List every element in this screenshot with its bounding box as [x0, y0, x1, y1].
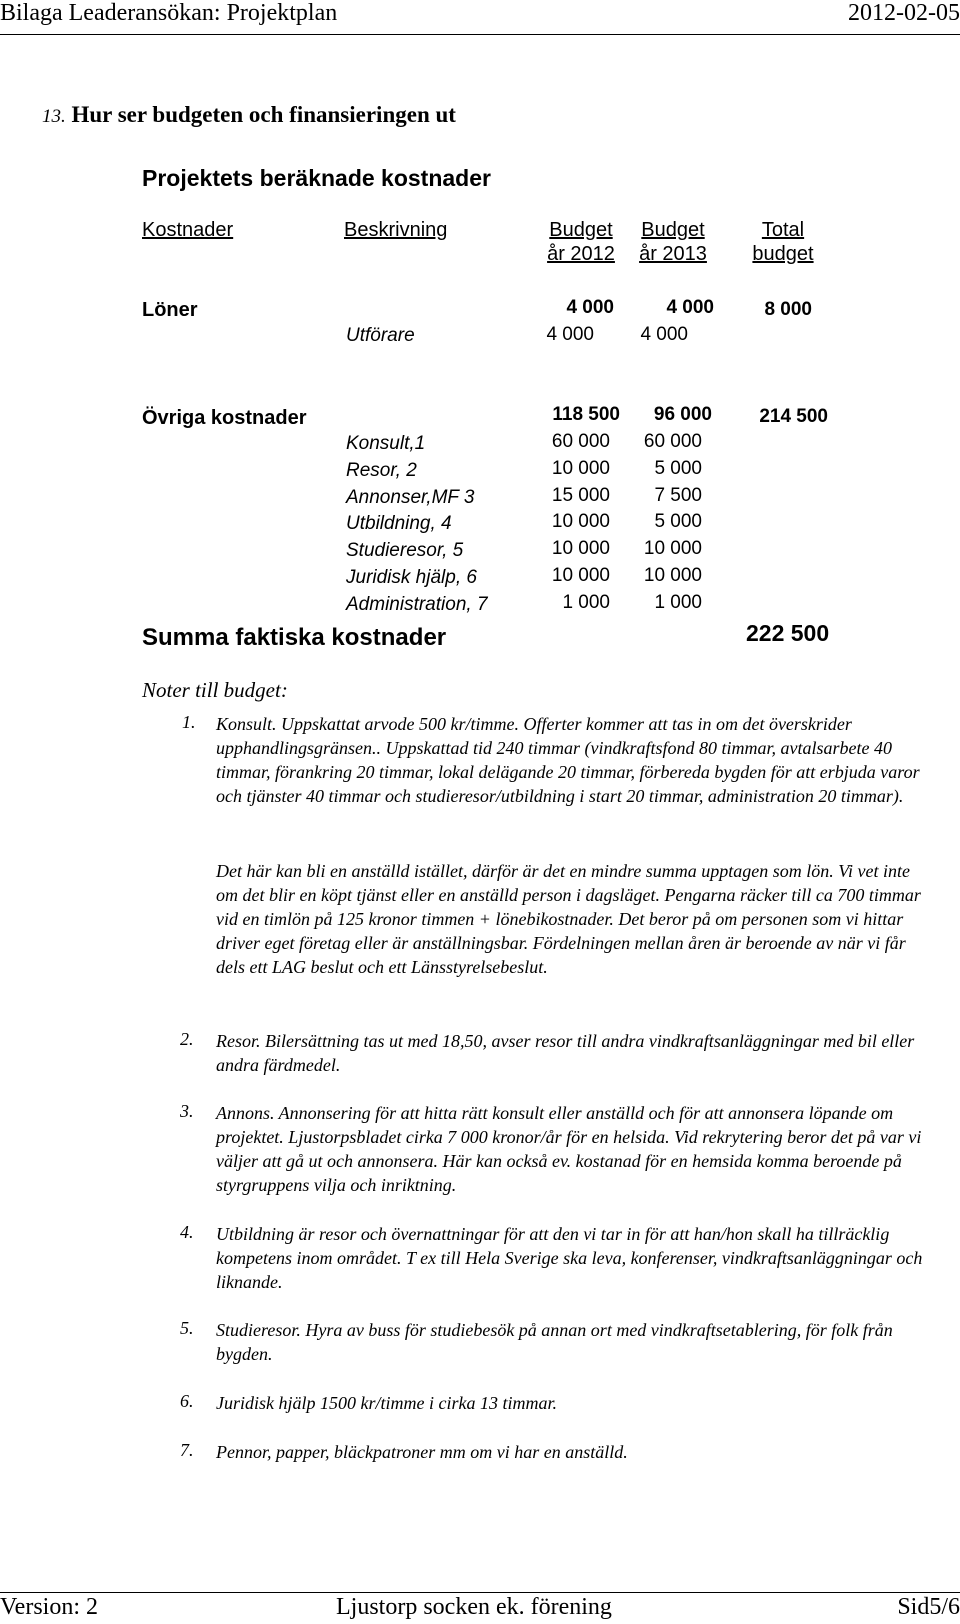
notes-title: Noter till budget: — [142, 678, 288, 702]
line-item-label: Studieresor, 5 — [346, 540, 464, 561]
header-divider — [0, 34, 960, 35]
header-title: Bilaga Leaderansökan: Projektplan — [0, 0, 338, 26]
ovriga-2012: 118 500 — [552, 404, 620, 425]
col-header-beskrivning: Beskrivning — [344, 219, 448, 241]
section-title: Hur ser budgeten och finansieringen ut — [71, 102, 456, 127]
line-item-2012: 10 000 — [551, 458, 610, 479]
note-number: 2. — [180, 1029, 194, 1049]
footer-version: Version: 2 — [0, 1594, 98, 1620]
line-item-label: Konsult,1 — [346, 433, 426, 454]
line-item-2013: 5 000 — [654, 458, 702, 479]
note-text: Utbildning är resor och övernattningar för att den vi tar in för att han/hon skall ha tillräcklig kompetens inom området. T ex till Hela Sverige ska leva, konferenser, vindkraftsanläggningar och liknande. — [216, 1224, 923, 1292]
note-number: 1. — [182, 712, 196, 732]
line-item-label: Utbildning, 4 — [346, 513, 452, 534]
col-header-kostnader: Kostnader — [142, 219, 234, 241]
note-text: Pennor, papper, bläckpatroner mm om vi har en anställd. — [216, 1442, 628, 1462]
footer-organization: Ljustorp socken ek. förening — [336, 1594, 612, 1620]
line-item-2012: 15 000 — [551, 485, 610, 506]
page-title: Projektets beräknade kostnader — [142, 165, 491, 191]
col-header-total-line2: budget — [752, 243, 814, 265]
note-number: 4. — [180, 1222, 194, 1242]
footer-divider — [0, 1592, 960, 1593]
line-item-2013: 10 000 — [643, 538, 702, 559]
line-item-label: Utförare — [346, 325, 415, 346]
line-item-2012: 10 000 — [551, 565, 610, 586]
line-item-2013: 10 000 — [643, 565, 702, 586]
note-number: 3. — [180, 1101, 194, 1121]
note-text: Resor. Bilersättning tas ut med 18,50, avser resor till andra vindkraftsanläggningar med bil eller andra färdmedel. — [216, 1031, 915, 1075]
col-header-total-line1: Total — [761, 219, 805, 241]
loner-total: 8 000 — [764, 299, 812, 320]
note-number: 5. — [180, 1318, 194, 1338]
line-item-2012: 10 000 — [551, 538, 610, 559]
ovriga-total: 214 500 — [759, 406, 828, 427]
header-date: 2012-02-05 — [848, 0, 960, 26]
col-header-total — [738, 218, 828, 266]
line-item-label: Administration, 7 — [346, 594, 488, 615]
line-item-2012: 60 000 — [551, 431, 610, 452]
summa-value: 222 500 — [746, 620, 830, 646]
line-item-2013: 5 000 — [654, 511, 702, 532]
line-item-2012: 1 000 — [562, 592, 610, 613]
note-text: Studieresor. Hyra av buss för studiebesök på annan ort med vindkraftsetablering, för folk från bygden. — [216, 1320, 893, 1364]
col-header-budget-2012 — [536, 218, 626, 266]
line-item-label: Resor, 2 — [346, 460, 417, 481]
line-item-2013: 4 000 — [640, 324, 688, 345]
line-item-label: Juridisk hjälp, 6 — [346, 567, 477, 588]
col-header-budget-2013-line2: år 2013 — [639, 243, 707, 265]
line-item-2012: 4 000 — [546, 324, 594, 345]
section-heading — [42, 102, 456, 128]
col-header-budget-2012-line1: Budget — [549, 219, 613, 241]
summa-label: Summa faktiska kostnader — [142, 624, 447, 651]
footer-page-number: Sid5/6 — [897, 1594, 960, 1620]
note-text: Annons. Annonsering för att hitta rätt konsult eller anställd och för att annonsera löpande om projektet. Ljustorpsbladet cirka 7 000 kronor/år för en helsida. Vid rekrytering beror det på var vi väljer att gå ut och annonsera. Här kan också ev. kostanad för en hemsida komma beroende på styrgruppens vilja och inriktning. — [216, 1103, 922, 1195]
col-header-budget-2013-line1: Budget — [641, 219, 705, 241]
section-number: 13. — [42, 106, 66, 127]
ovriga-2013: 96 000 — [653, 404, 712, 425]
line-item-label: Annonser,MF 3 — [346, 487, 475, 508]
note-number: 6. — [180, 1391, 194, 1411]
line-item-2013: 1 000 — [654, 592, 702, 613]
category-ovriga: Övriga kostnader — [142, 407, 307, 429]
note-text: Det här kan bli en anställd istället, därför är det en mindre summa upptagen som lön. Vi vet inte om det blir en köpt tjänst eller en anställd person i dagsläget. Pengarna räcker till ca 700 timmar vid en timlön på 125 kronor timmen + lönebikostnader. Det beror på om personen som vi hittar driver eget företag eller är anställningsbar. Fördelningen mellan åren är beroende av när vi får dels ett LAG beslut och ett Länsstyrelsebeslut. — [216, 861, 921, 977]
loner-2013: 4 000 — [666, 297, 714, 318]
note-text: Juridisk hjälp 1500 kr/timme i cirka 13 timmar. — [216, 1393, 557, 1413]
category-loner: Löner — [142, 299, 198, 321]
note-text: Konsult. Uppskattat arvode 500 kr/timme. Offerter kommer att tas in om det överskrider upphandlingsgränsen.. Uppskattad tid 240 timmar (vindkraftsfond 80 timmar, avtalsarbete 40 timmar, förankring 20 timmar, lokal delägande 20 timmar, förbereda bygden för att erbjuda varor och tjänster 40 timmar och studieresor/utbildning i start 20 timmar, administration 20 timmar). — [216, 714, 920, 806]
line-item-2013: 7 500 — [654, 485, 702, 506]
line-item-2013: 60 000 — [643, 431, 702, 452]
col-header-budget-2013 — [628, 218, 718, 266]
line-item-2012: 10 000 — [551, 511, 610, 532]
col-header-budget-2012-line2: år 2012 — [547, 243, 615, 265]
loner-2012: 4 000 — [566, 297, 614, 318]
note-number: 7. — [180, 1440, 194, 1460]
